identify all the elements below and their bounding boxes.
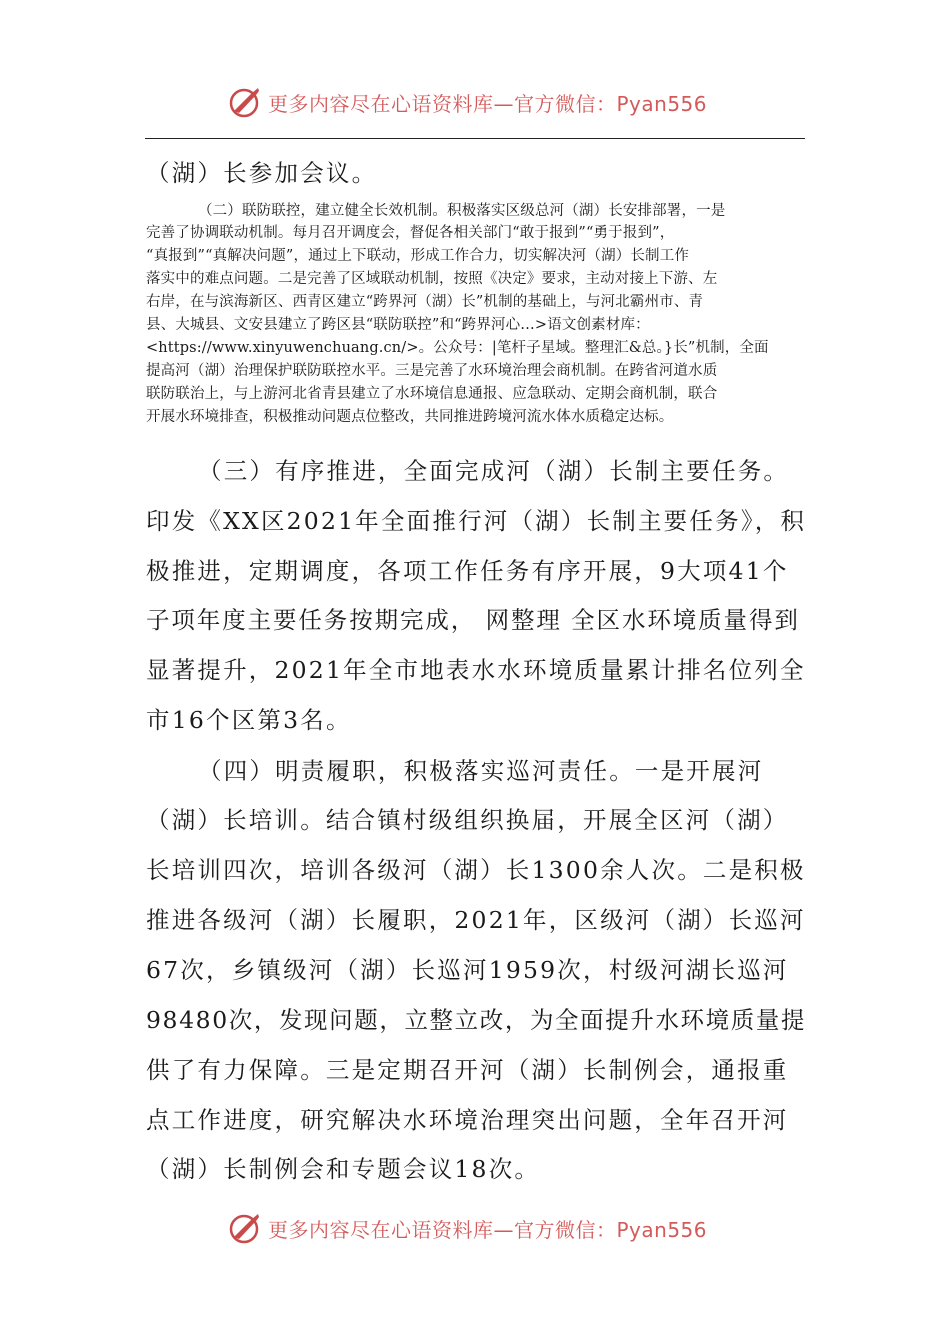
- paragraph-line: 印发《XX区2021年全面推行河（湖）长制主要任务》，积: [146, 507, 807, 535]
- section-heading: （三）有序推进，全面完成河（湖）长制主要任务。: [198, 457, 790, 485]
- paragraph-line: （湖）长培训。结合镇村级组织换届，开展全区河（湖）: [146, 806, 789, 834]
- paragraph-line: 右岸，在与滨海新区、西青区建立“跨界河（湖）长”机制的基础上，与河北霸州市、青: [146, 294, 704, 310]
- continuation-line: （湖）长参加会议。: [146, 159, 378, 187]
- paragraph-line: 市16个区第3名。: [146, 706, 352, 734]
- paragraph-line: 98480次，发现问题，立整立改，为全面提升水环境质量提: [146, 1006, 807, 1034]
- paragraph-line: （湖）长制例会和专题会议18次。: [146, 1155, 541, 1183]
- paragraph-line: 推进各级河（湖）长履职，2021年，区级河（湖）长巡河: [146, 906, 806, 934]
- paragraph-line: 落实中的难点问题。二是完善了区域联动机制，按照《决定》要求，主动对接上下游、左: [146, 271, 718, 287]
- paragraph-line: 极推进，定期调度，各项工作任务有序开展，9大项41个: [146, 557, 789, 585]
- paragraph-line: 供了有力保障。三是定期召开河（湖）长制例会，通报重: [146, 1056, 789, 1084]
- header-banner: [228, 82, 707, 122]
- paragraph-line: 显著提升，2021年全市地表水水环境质量累计排名位列全: [146, 656, 806, 684]
- footer-banner: [228, 1208, 707, 1248]
- paragraph-line: <https://www.xinyuwenchuang.cn/>。公众号：|笔杆子星域。整理汇&总。}长”机制，全面: [146, 340, 769, 356]
- header-banner-text: 更多内容尽在心语资料库—官方微信：Pyan556: [268, 91, 708, 116]
- pen-circle-logo-icon: [228, 1211, 262, 1245]
- paragraph-line: “真报到”“真解决问题”，通过上下联动，形成工作合力，切实解决河（湖）长制工作: [146, 248, 689, 264]
- section-heading: （四）明责履职，积极落实巡河责任。一是开展河: [198, 757, 764, 785]
- paragraph-line: 提高河（湖）治理保护联防联控水平。三是完善了水环境治理会商机制。在跨省河道水质: [146, 363, 718, 379]
- paragraph-line: 子项年度主要任务按期完成， 网整理 全区水环境质量得到: [146, 606, 800, 634]
- paragraph-line: （二）联防联控，建立健全长效机制。积极落实区级总河（湖）长安排部署，一是: [198, 203, 726, 219]
- paragraph-line: 开展水环境排查，积极推动问题点位整改，共同推进跨境河流水体水质稳定达标。: [146, 409, 674, 425]
- pen-circle-logo-icon: [228, 85, 262, 119]
- paragraph-line: 点工作进度，研究解决水环境治理突出问题，全年召开河: [146, 1106, 789, 1134]
- header-divider: [145, 138, 805, 139]
- footer-banner-text: 更多内容尽在心语资料库—官方微信：Pyan556: [268, 1217, 708, 1242]
- paragraph-line: 联防联治上，与上游河北省青县建立了水环境信息通报、应急联动、定期会商机制，联合: [146, 386, 718, 402]
- paragraph-line: 县、大城县、文安县建立了跨区县“联防联控”和“跨界河心…>语文创素材库：: [146, 317, 650, 333]
- paragraph-line: 67次，乡镇级河（湖）长巡河1959次，村级河湖长巡河: [146, 956, 789, 984]
- paragraph-line: 长培训四次，培训各级河（湖）长1300余人次。二是积极: [146, 856, 806, 884]
- paragraph-line: 完善了协调联动机制。每月召开调度会，督促各相关部门“敢于报到”“勇于报到”，: [146, 225, 675, 241]
